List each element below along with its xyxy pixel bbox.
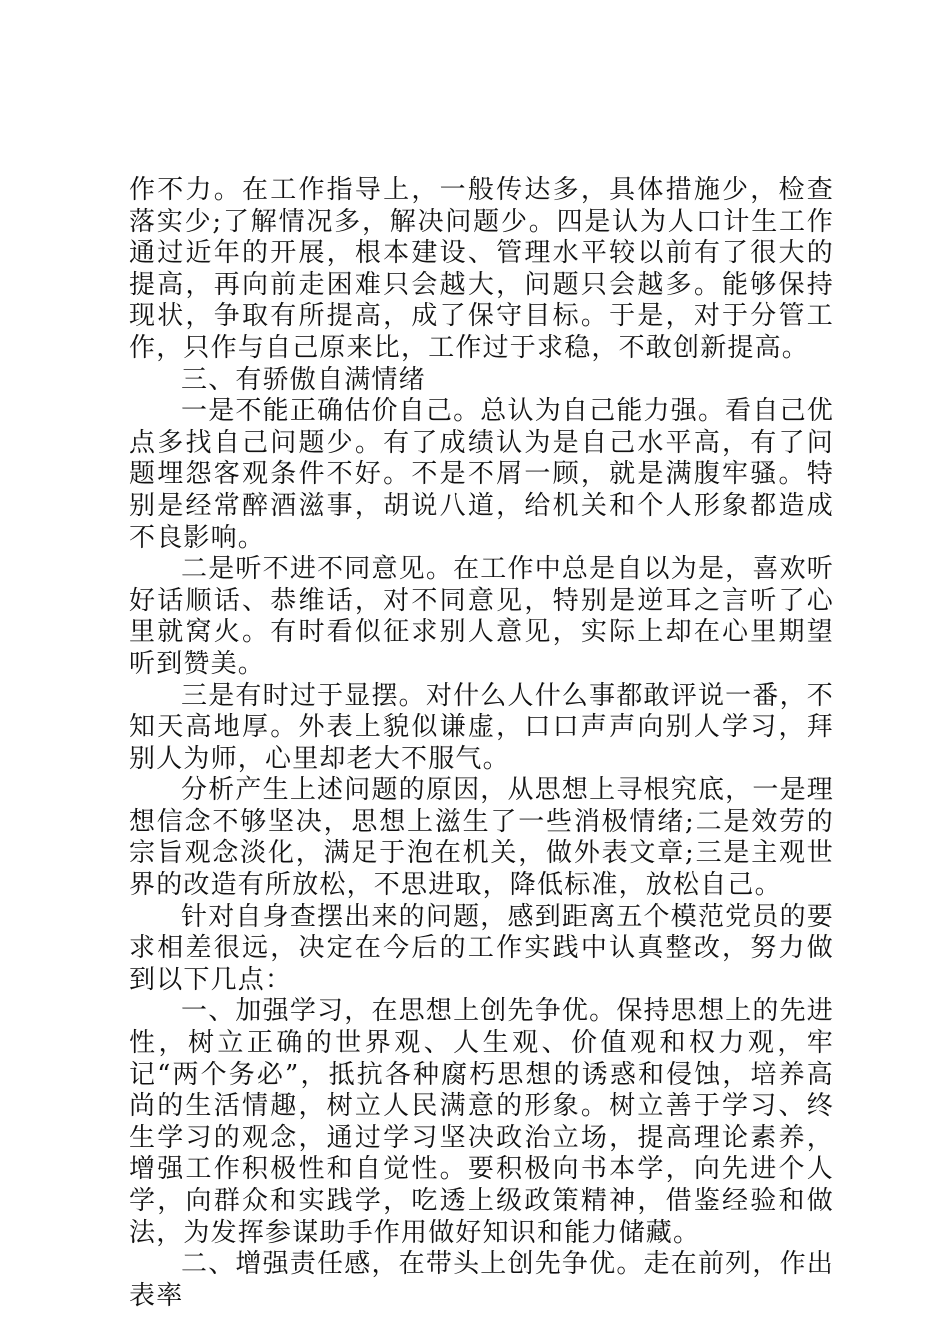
paragraph-measures-intro: 针对自身查摆出来的问题，感到距离五个模范党员的要求相差很远，决定在今后的工作实践中认真整改，努力做到以下几点： [129,901,834,995]
section-heading-three: 三、有骄傲自满情绪 [181,364,426,395]
paragraph-pride-three: 三是有时过于显摆。对什么人什么事都敢评说一番，不知天高地厚。外表上貌似谦虚，口口声声向别人学习，拜别人为师，心里却老大不服气。 [129,680,834,774]
paragraph-measure-one: 一、加强学习，在思想上创先争优。保持思想上的先进性，树立正确的世界观、人生观、价值观和权力观，牢记“两个务必”，抵抗各种腐朽思想的诱惑和侵蚀，培养高尚的生活情趣，树立人民满意的形象。树立善于学习、终生学习的观念，通过学习坚决政治立场，提高理论素养，增强工作积极性和自觉性。要积极向书本学，向先进个人学，向群众和实践学，吃透上级政策精神，借鉴经验和做法，为发挥参谋助手作用做好知识和能力储藏。 [129,996,834,1248]
paragraph-causes: 分析产生上述问题的原因，从思想上寻根究底，一是理想信念不够坚决，思想上滋生了一些消极情绪;二是效劳的宗旨观念淡化，满足于泡在机关，做外表文章;三是主观世界的改造有所放松，不思进取，降低标准，放松自己。 [129,775,834,901]
paragraph-pride-two: 二是听不进不同意见。在工作中总是自以为是，喜欢听好话顺话、恭维话，对不同意见，特别是逆耳之言听了心里就窝火。有时看似征求别人意见，实际上却在心里期望听到赞美。 [129,554,834,679]
document-body [129,175,834,1312]
paragraph-pride-one: 一是不能正确估价自己。总认为自己能力强。看自己优点多找自己问题少。有了成绩认为是自己水平高，有了问题埋怨客观条件不好。不是不屑一顾，就是满腹牢骚。特别是经常醉酒滋事，胡说八道，给机关和个人形象都造成不良影响。 [129,396,834,553]
paragraph-continuation: 作不力。在工作指导上，一般传达多，具体措施少，检查落实少;了解情况多，解决问题少。四是认为人口计生工作通过近年的开展，根本建设、管理水平较以前有了很大的提高，再向前走困难只会越大，问题只会越多。能够保持现状，争取有所提高，成了保守目标。于是，对于分管工作，只作与自己原来比，工作过于求稳，不敢创新提高。 [129,175,834,363]
paragraph-measure-two: 二、增强责任感，在带头上创先争优。走在前列，作出表率 [129,1249,834,1311]
